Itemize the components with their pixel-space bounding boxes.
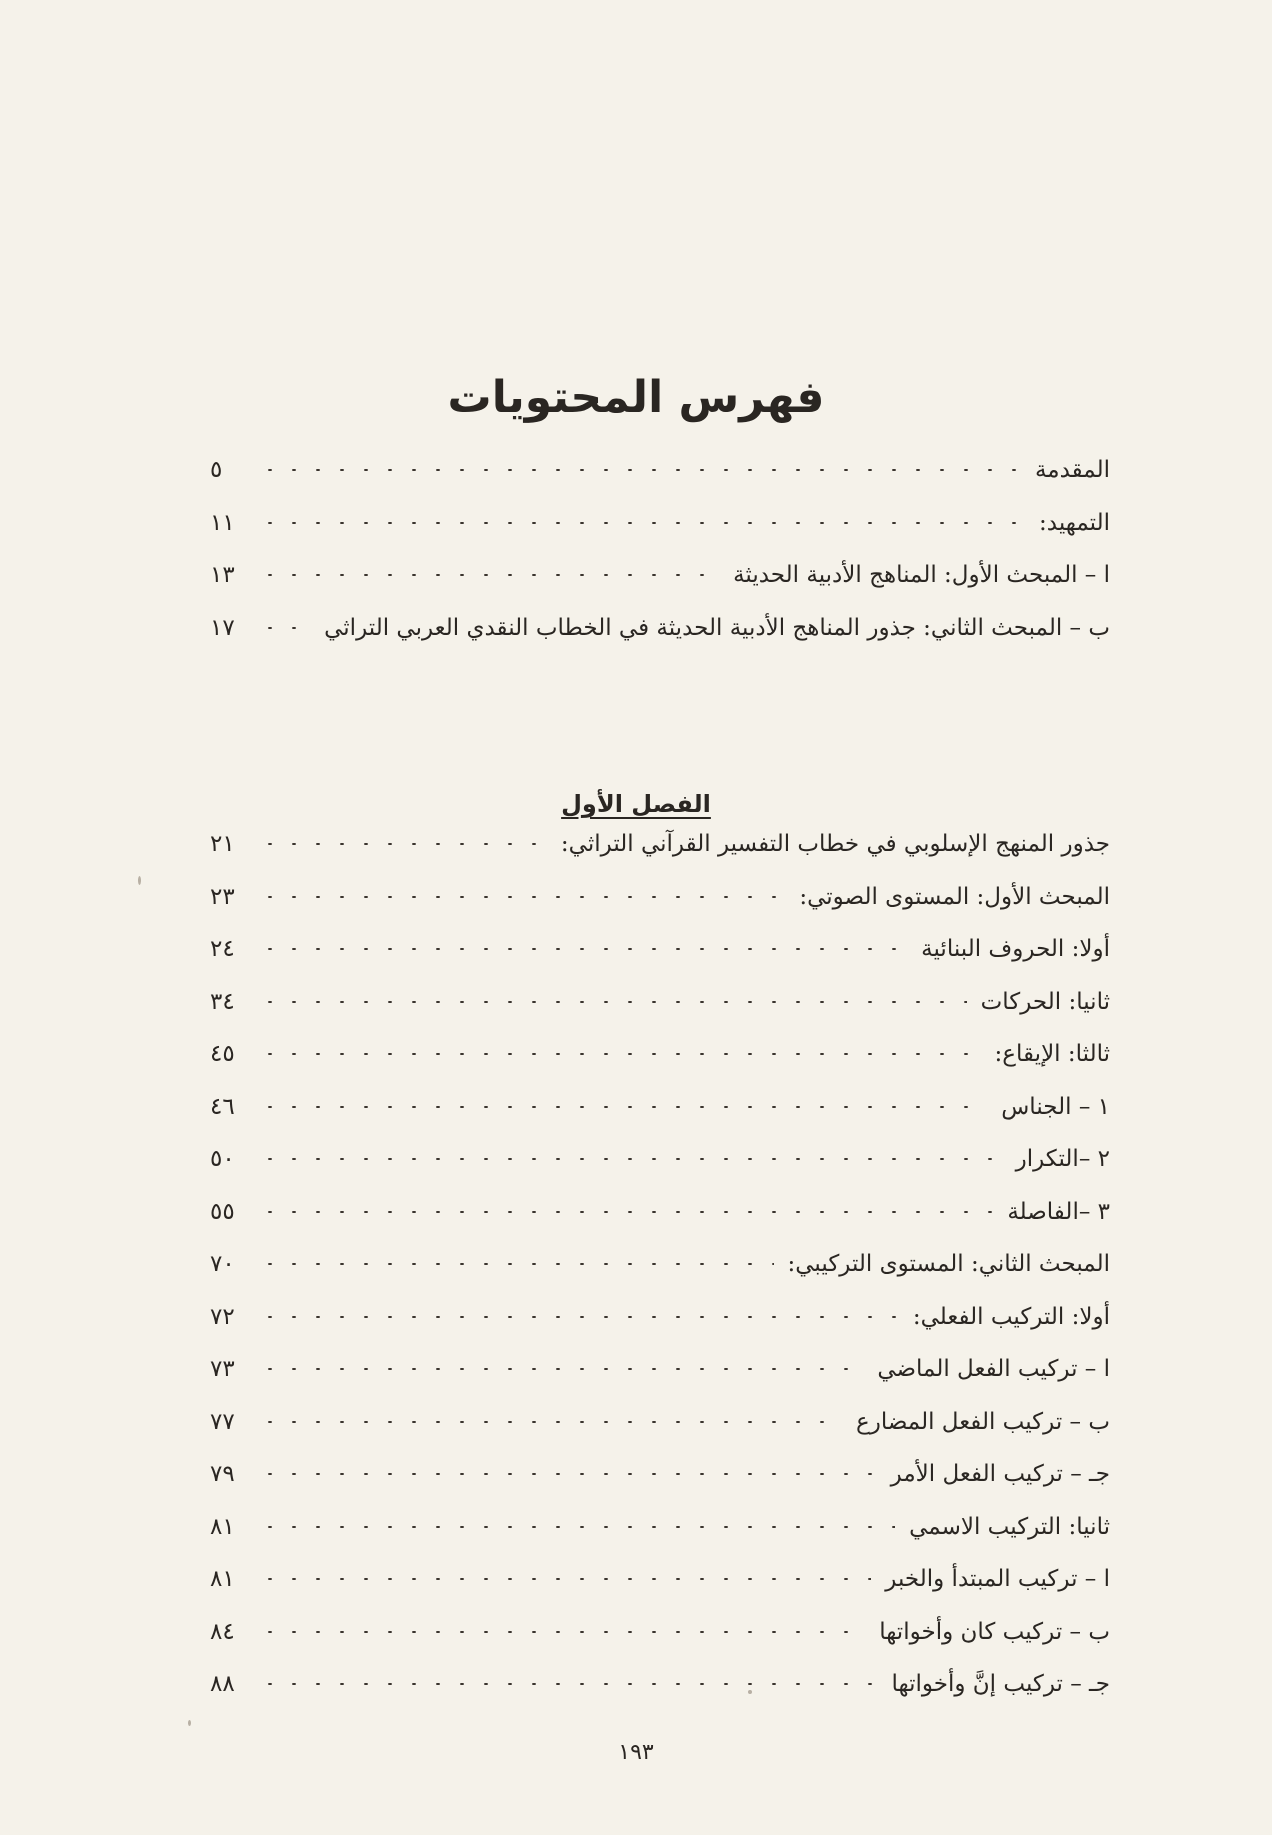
toc-entry-label: جذور المنهج الإسلوبي في خطاب التفسير القرآني التراثي: <box>560 831 1110 858</box>
toc-entry-label: ا – المبحث الأول: المناهج الأدبية الحديثة <box>733 562 1110 589</box>
toc-entry-page-number: ٥ <box>210 457 223 484</box>
dot-leader <box>258 1421 842 1423</box>
dot-leader <box>258 896 785 898</box>
dot-leader <box>258 948 907 950</box>
toc-entry-label: ب – تركيب كان وأخواتها <box>879 1618 1110 1645</box>
dot-leader <box>258 1316 899 1318</box>
toc-entry <box>210 1028 1110 1081</box>
toc-entry-label: المقدمة <box>1034 457 1110 484</box>
toc-entry-page-number: ٢١ <box>210 831 235 858</box>
toc-entry-page-number: ٨٨ <box>210 1671 235 1698</box>
toc-entry <box>210 1658 1110 1711</box>
toc-entry-page-number: ٨١ <box>210 1566 235 1593</box>
toc-entry <box>210 1553 1110 1606</box>
dot-leader <box>258 1106 987 1108</box>
dot-leader <box>258 1683 877 1685</box>
toc-entry-label: ب – تركيب الفعل المضارع <box>856 1408 1110 1435</box>
toc-entry-label: ا – تركيب المبتدأ والخبر <box>885 1566 1110 1593</box>
toc-entry-page-number: ٧٢ <box>210 1303 235 1330</box>
toc-entry-page-number: ٢٤ <box>210 936 235 963</box>
toc-entry-page-number: ٣٤ <box>210 988 235 1015</box>
chapter-heading: الفصل الأول <box>561 790 711 818</box>
dot-leader <box>258 1211 993 1213</box>
paper-speck <box>138 876 141 885</box>
dot-leader <box>258 1158 1002 1160</box>
toc-entry-page-number: ٨٤ <box>210 1618 235 1645</box>
toc-entry <box>210 444 1110 497</box>
toc-entry-page-number: ٧٧ <box>210 1408 235 1435</box>
toc-entry-label: ٢ –التكرار <box>1015 1146 1110 1173</box>
toc-entry <box>210 1606 1110 1659</box>
toc-entry <box>210 818 1110 871</box>
toc-entry <box>210 1396 1110 1449</box>
toc-entry-page-number: ٥٠ <box>210 1146 235 1173</box>
dot-leader <box>258 1526 895 1528</box>
dot-leader <box>258 469 1021 471</box>
toc-entry-page-number: ١٧ <box>210 614 235 641</box>
toc-entry <box>210 1133 1110 1186</box>
dot-leader <box>258 1473 877 1475</box>
toc-entry-page-number: ٥٥ <box>210 1198 235 1225</box>
page-number-footer: ١٩٣ <box>618 1740 654 1765</box>
toc-entry <box>210 1291 1110 1344</box>
toc-entry <box>210 602 1110 655</box>
toc-entry-page-number: ١٣ <box>210 562 235 589</box>
toc-entry-page-number: ٧٠ <box>210 1251 235 1278</box>
dot-leader <box>258 627 310 629</box>
toc-entry <box>210 1081 1110 1134</box>
toc-entry <box>210 1448 1110 1501</box>
dot-leader <box>258 1578 871 1580</box>
toc-entry-label: ا – تركيب الفعل الماضي <box>877 1356 1110 1383</box>
toc-entry <box>210 497 1110 550</box>
toc-chapter-section <box>210 818 1110 1711</box>
toc-entry-label: التمهيد: <box>1039 509 1110 536</box>
dot-leader <box>258 574 719 576</box>
dot-leader <box>258 1053 981 1055</box>
dot-leader <box>258 1263 774 1265</box>
dot-leader <box>258 1368 863 1370</box>
toc-entry-label: المبحث الأول: المستوى الصوتي: <box>799 883 1110 910</box>
toc-entry <box>210 1343 1110 1396</box>
toc-entry <box>210 1186 1110 1239</box>
toc-entry-label: جـ – تركيب الفعل الأمر <box>890 1461 1110 1488</box>
toc-entry <box>210 549 1110 602</box>
toc-entry <box>210 871 1110 924</box>
toc-entry-label: ثانيا: الحركات <box>980 988 1110 1015</box>
paper-speck <box>188 1720 191 1726</box>
dot-leader <box>258 522 1025 524</box>
paper-speck <box>748 1690 752 1694</box>
toc-entry-label: ب – المبحث الثاني: جذور المناهج الأدبية الحديثة في الخطاب النقدي العربي التراثي <box>324 614 1110 641</box>
dot-leader <box>258 1631 865 1633</box>
toc-entry-page-number: ٨١ <box>210 1513 235 1540</box>
toc-entry-label: ١ – الجناس <box>1001 1093 1110 1120</box>
toc-intro-section <box>210 444 1110 654</box>
toc-entry <box>210 1238 1110 1291</box>
toc-entry-page-number: ٧٣ <box>210 1356 235 1383</box>
toc-entry-page-number: ٢٣ <box>210 883 235 910</box>
toc-entry <box>210 1501 1110 1554</box>
toc-entry-page-number: ٤٥ <box>210 1041 235 1068</box>
toc-entry-label: أولا: الحروف البنائية <box>921 936 1110 963</box>
toc-entry-label: ثانيا: التركيب الاسمي <box>909 1513 1110 1540</box>
toc-entry <box>210 976 1110 1029</box>
toc-entry-label: ثالثا: الإيقاع: <box>994 1041 1110 1068</box>
dot-leader <box>258 1001 967 1003</box>
toc-entry-label: جـ – تركيب إنَّ وأخواتها <box>891 1671 1110 1698</box>
page-title: فهرس المحتويات <box>447 372 825 423</box>
toc-entry-page-number: ٧٩ <box>210 1461 235 1488</box>
toc-entry-page-number: ١١ <box>210 509 235 536</box>
toc-entry <box>210 923 1110 976</box>
toc-entry-label: المبحث الثاني: المستوى التركيبي: <box>787 1251 1110 1278</box>
toc-entry-label: أولا: التركيب الفعلي: <box>912 1303 1110 1330</box>
toc-entry-page-number: ٤٦ <box>210 1093 235 1120</box>
dot-leader <box>258 843 547 845</box>
toc-entry-label: ٣ –الفاصلة <box>1007 1198 1110 1225</box>
